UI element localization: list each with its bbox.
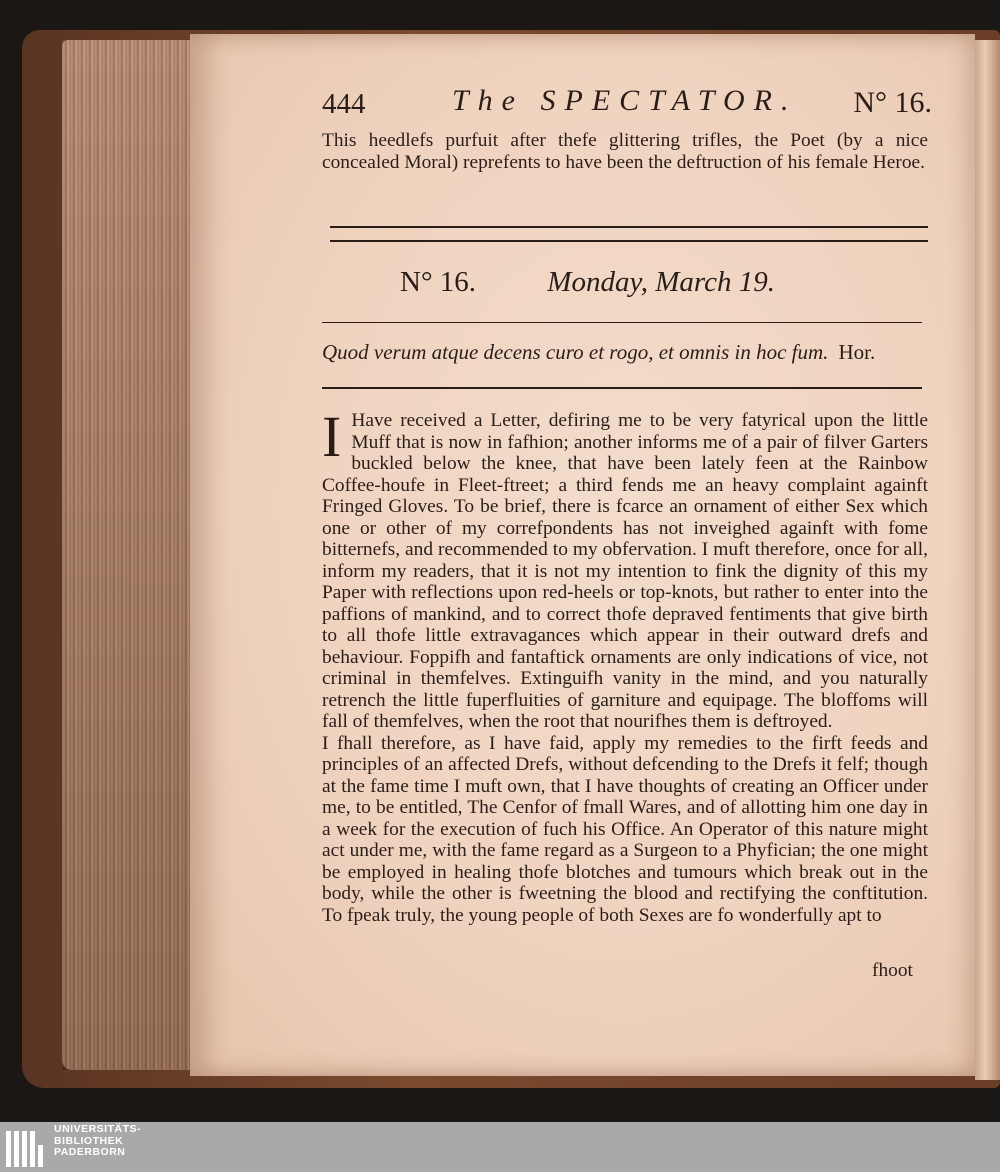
- library-logo-icon: [6, 1127, 46, 1167]
- divider-rule: [322, 322, 922, 323]
- library-line-3: PADERBORN: [54, 1146, 126, 1158]
- paragraph-2: I fhall therefore, as I have faid, apply my remedies to the firft feeds and principles of an affected Drefs, without defcending to the Drefs it felf; though at the fame time I muft own, that I have thoughts of creating an Officer under me, to be entitled, The Cenfor of fmall Wares, and of allotting him one day in a week for the execution of fuch his Office. An Operator of this nature might act under me, with the fame regard as a Surgeon to a Phyfician; the one might be employed in healing thofe blotches and tumours which break out in the body, while the other is fweetning the blood and rectifying the conftitution. To fpeak truly, the young people of both Sexes are fo wonderfully apt to: [322, 732, 928, 926]
- essay-body: [322, 404, 928, 926]
- paragraph-1-text: Have received a Letter, defiring me to be very fatyrical upon the little Muff that is now in fafhion; another informs me of a pair of filver Garters buckled below the knee, that have been lately feen at the Rainbow Coffee-houfe in Fleet-ftreet; a third fends me an heavy complaint againft Fringed Gloves. To be brief, there is fcarce an ornament of either Sex which one or other of my correfpondents has not inveighed againft with fome bitternefs, and recommended to my obfervation. I muft therefore, once for all, inform my readers, that it is not my intention to fink the dignity of this my Paper with reflections upon red-heels or top-knots, but rather to enter into the paffions of mankind, and to correct thofe depraved fentiments that give birth to all thofe little extravagances which appear in their outward drefs and behaviour. Foppifh and fantaftick ornaments are only indications of vice, not criminal in themfelves. Extinguifh vanity in the mind, and you naturally retrench the little fuperfluities of garniture and equipage. The bloffoms will fall of themfelves, when the root that nourifhes them is deftroyed.: [322, 410, 928, 732]
- paragraph-1: [322, 404, 928, 733]
- motto-source: Hor.: [838, 340, 876, 364]
- intro-paragraph: This heedlefs purfuit after thefe glittering trifles, the Poet (by a nice concealed Moral) reprefents to have been the deftruction of his female Heroe.: [322, 130, 928, 173]
- running-header: [322, 84, 932, 124]
- divider-rule: [330, 240, 928, 242]
- library-line-1: UNIVERSITÄTS-: [54, 1123, 142, 1135]
- library-line-2: BIBLIOTHEK: [54, 1134, 124, 1147]
- issue-number: N° 16.: [400, 266, 477, 298]
- divider-rule: [322, 387, 922, 389]
- issue-heading: [400, 266, 775, 299]
- motto: [322, 340, 932, 365]
- right-page-edge: [975, 40, 1000, 1080]
- issue-date: Monday, March 19.: [547, 266, 775, 298]
- library-name: [54, 1124, 141, 1159]
- motto-latin: Quod verum atque decens curo et rogo, et omnis in hoc fum.: [322, 340, 829, 364]
- library-footer-bar: [0, 1122, 1000, 1172]
- drop-cap: I: [322, 404, 342, 469]
- divider-rule: [330, 226, 928, 228]
- page-number: 444: [322, 88, 366, 120]
- catchword: fhoot: [872, 960, 913, 981]
- running-title: The SPECTATOR.: [452, 84, 798, 117]
- page-fore-edge: [62, 40, 192, 1070]
- header-issue-number: N° 16.: [853, 86, 932, 119]
